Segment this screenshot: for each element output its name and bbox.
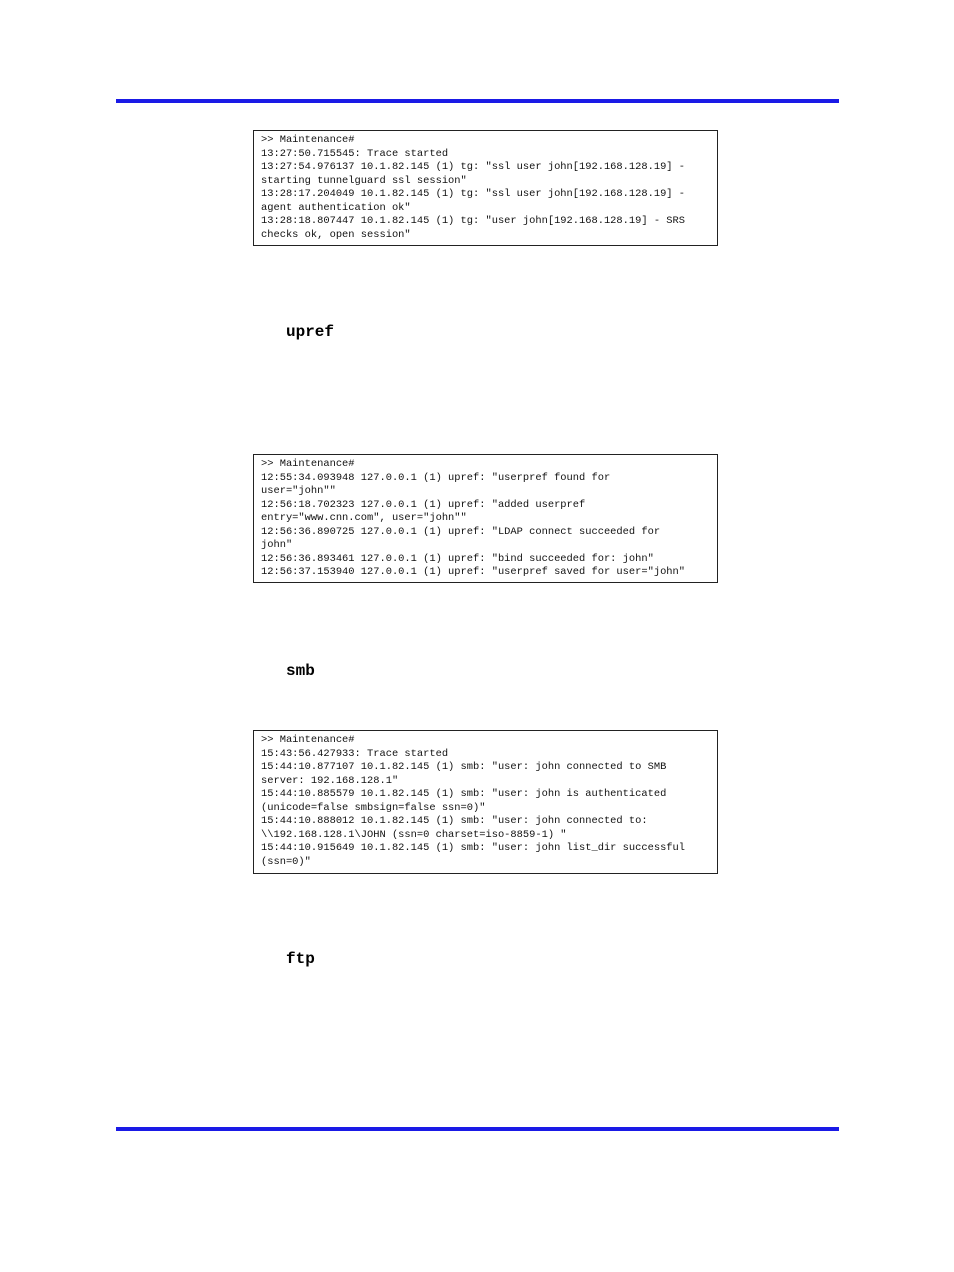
trace-line: 12:56:37.153940 127.0.0.1 (1) upref: "userpref saved for user="john" — [261, 566, 686, 578]
smb-trace-output — [253, 730, 718, 874]
footer-rule — [116, 1127, 839, 1131]
trace-line: agent authentication ok" — [261, 201, 411, 214]
trace-line: server: 192.168.128.1" — [261, 774, 399, 787]
trace-line: 13:28:18.807447 10.1.82.145 (1) tg: "user john[192.168.128.19] - SRS — [261, 215, 686, 227]
trace-line: 15:43:56.427933: Trace started — [261, 747, 449, 760]
trace-line: 15:44:10.885579 10.1.82.145 (1) smb: "user: john is authenticated — [261, 788, 667, 800]
trace-line: 15:44:10.915649 10.1.82.145 (1) smb: "user: john list_dir successful — [261, 842, 686, 854]
trace-line: (ssn=0)" — [261, 855, 311, 868]
trace-line: 15:44:10.888012 10.1.82.145 (1) smb: "user: john connected to: — [261, 815, 648, 827]
heading-ftp: ftp — [286, 950, 315, 968]
header-rule — [116, 99, 839, 103]
tg-trace-output — [253, 130, 718, 246]
trace-line: user="john"" — [261, 485, 336, 497]
trace-line: >> Maintenance# — [261, 458, 355, 470]
trace-line: >> Maintenance# — [261, 134, 355, 146]
trace-line: \\192.168.128.1\JOHN (ssn=0 charset=iso-8859-1) " — [261, 828, 567, 841]
trace-line: john" — [261, 539, 293, 551]
trace-line: 15:44:10.877107 10.1.82.145 (1) smb: "user: john connected to SMB — [261, 761, 667, 773]
upref-trace-output — [253, 454, 718, 583]
trace-line: 13:27:54.976137 10.1.82.145 (1) tg: "ssl user john[192.168.128.19] - — [261, 161, 686, 173]
trace-line: 12:55:34.093948 127.0.0.1 (1) upref: "userpref found for — [261, 471, 611, 484]
trace-line: 12:56:18.702323 127.0.0.1 (1) upref: "added userpref — [261, 498, 586, 511]
trace-line: checks ok, open session" — [261, 228, 411, 241]
trace-line: entry="www.cnn.com", user="john"" — [261, 512, 467, 524]
trace-line: 13:27:50.715545: Trace started — [261, 147, 449, 160]
trace-line: 12:56:36.890725 127.0.0.1 (1) upref: "LDAP connect succeeded for — [261, 525, 661, 538]
heading-smb: smb — [286, 662, 315, 680]
trace-line: (unicode=false smbsign=false ssn=0)" — [261, 801, 486, 814]
trace-line: 13:28:17.204049 10.1.82.145 (1) tg: "ssl user john[192.168.128.19] - — [261, 188, 686, 200]
heading-upref: upref — [286, 323, 335, 341]
trace-line: starting tunnelguard ssl session" — [261, 174, 467, 187]
trace-line: >> Maintenance# — [261, 734, 355, 746]
trace-line: 12:56:36.893461 127.0.0.1 (1) upref: "bind succeeded for: john" — [261, 552, 654, 565]
